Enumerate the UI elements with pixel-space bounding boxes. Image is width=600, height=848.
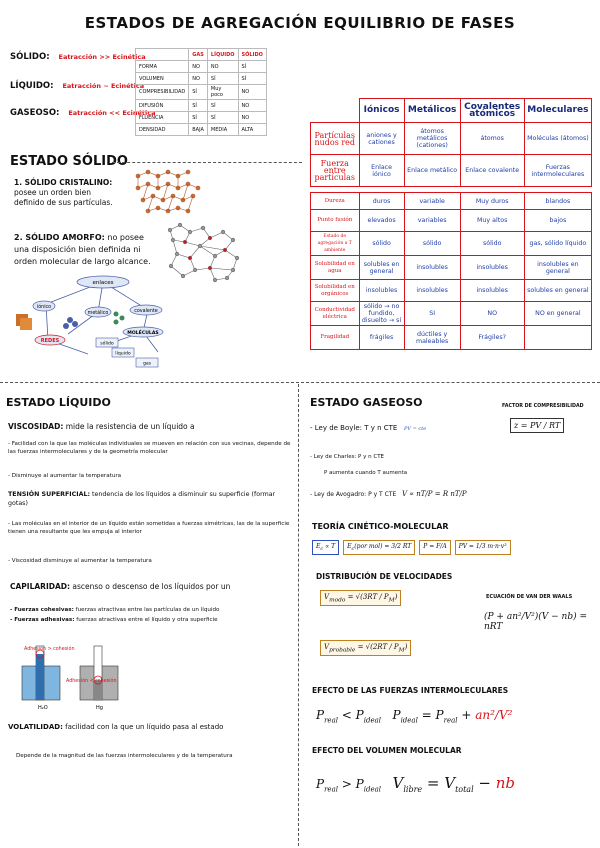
table-row: Fragilidad frágiles dúctiles y maleables Frágiles? — [311, 326, 592, 350]
divider — [112, 162, 302, 163]
svg-text:Adhesión < cohesión: Adhesión < cohesión — [66, 679, 117, 684]
volatility-b1: Depende de la magnitud de las fuerzas intermoleculares y de la temperatura — [16, 753, 233, 759]
vdw-title: ECUACIÓN DE VAN DER WAALS — [486, 594, 573, 600]
table-row: Partículas nudos red aniones y cationes átomos metálicos (cationes) átomos Moléculas (átomos) — [311, 123, 592, 155]
v-probable-formula: $V_{probable} = √(2RT / P_M)$ — [320, 640, 411, 656]
svg-text:sólido: sólido — [100, 341, 114, 347]
charles-law: - Ley de Charles: P y n CTE — [310, 454, 385, 460]
svg-text:REDES: REDES — [40, 338, 60, 344]
intermolecular-formula: $P_{real} < P_{ideal}$ $P_{ideal} = P_{real} + an^2/V^2$ — [316, 708, 513, 725]
table-row: COMPRESIBILIDAD SÍ Muy poco NO — [136, 85, 267, 100]
properties-table: GAS LÍQUIDO SÓLIDO FORMA NO NO SÍ VOLUMEN NO SÍ SÍ COMPRESIBILIDAD SÍ Muy poco NO DIFUSIÓN SÍ SÍ NO FLUENCIA SÍ SÍ NO DENSIDAD BAJA MEDIA ALTA — [135, 48, 267, 136]
page-title: ESTADOS DE AGREGACIÓN EQUILIBRIO DE FASES — [84, 14, 516, 32]
bonds-table: Iónicos Metálicos Covalentes atómicos Moleculares Partículas nudos red aniones y cationes átomos metálicos (cationes) átomos Moléculas (átomos) Fuerza entre partículas Enlace iónico Enlace metálico Enlace covalente Fuerzas intermoleculares Dureza duros variable Muy duros blandos Punto fusión elevados variables Muy altos bajos Estado de agregación a T ambiente sólido sólido sólido gas, sólido líquido Solubilidad en agua solubles en general insolubles insolubles insolubles en general Solubilidad en orgánicos insolubles insolubles insolubles solubles en general Conductividad eléctrica sólido → no fundido, disuelto → sí SI NO NO en general Fragilidad frágiles dúctiles y maleables Frágiles? — [310, 98, 592, 350]
volume-formula: $P_{real} > P_{ideal}$ $V_{libre} = V_{total}$ − nb — [316, 774, 516, 794]
gas-heading: ESTADO GASEOSO — [310, 396, 423, 409]
state-liquid: LÍQUIDO: Eatracción ~ Ecinética — [10, 81, 145, 91]
v-mode-formula: $V_{modo} = √(3RT / P_M)$ — [320, 590, 401, 606]
figure-label: Adhesión > cohesión — [24, 647, 75, 652]
avogadro-law: - Ley de Avogadro: P y T CTE V ∝ nT/P = R nT/P — [310, 490, 467, 498]
kinetic-formulas: $E_c \propto T$ $E_c(por$ mol) = 3/2 RT P = F/A PV = 1/3 m·n·v² — [312, 540, 511, 555]
svg-text:metálico: metálico — [87, 311, 109, 316]
volume-title: EFECTO DEL VOLUMEN MOLECULAR — [312, 746, 462, 755]
distribution-title: DISTRIBUCIÓN DE VELOCIDADES — [316, 572, 453, 581]
table-row: Dureza duros variable Muy duros blandos — [311, 193, 592, 210]
amorphous-text: 2. SÓLIDO AMORFO: no posee una disposición bien definida ni orden molecular de largo alcance. — [14, 233, 151, 266]
compressibility-label: FACTOR DE COMPRESIBILIDAD — [502, 404, 584, 409]
tension-b2: - Viscosidad disminuye al aumentar la temperatura — [8, 558, 152, 564]
vdw-formula: (P + an²/V²)(V − nb) = nRT — [484, 612, 587, 632]
crystalline-text: 1. SÓLIDO CRISTALINO: posee un orden bien definido de sus partículas. — [14, 178, 113, 207]
table-row: VOLUMEN NO SÍ SÍ — [136, 73, 267, 85]
crystal-lattice-image — [128, 166, 208, 218]
svg-text:Hg: Hg — [96, 705, 103, 711]
section-divider — [0, 382, 600, 383]
capillarity-line: CAPILARIDAD: ascenso o descenso de los líquidos por un — [10, 582, 231, 591]
svg-text:H₂O: H₂O — [38, 705, 48, 711]
svg-text:líquido: líquido — [115, 351, 131, 357]
viscosity-b2: - Disminuye al aumentar la temperatura — [8, 473, 122, 479]
column-divider — [298, 384, 299, 846]
tension-line: TENSIÓN SUPERFICIAL: tendencia de los líquidos a disminuir su superficie (formar gotas) — [8, 491, 276, 507]
table-row: Solubilidad en agua solubles en general insolubles insolubles insolubles en general — [311, 256, 592, 280]
viscosity-b1: - Facilidad con la que las moléculas individuales se mueven en relación con sus vecinas, depende de las fuerzas intermoleculares y de la geometría molecular — [8, 441, 291, 455]
viscosity-line: VISCOSIDAD: mide la resistencia de un líquido a — [8, 422, 195, 431]
state-gas: GASEOSO: Eatracción << Ecinética — [10, 108, 156, 118]
table-row: DENSIDAD BAJA MEDIA ALTA — [136, 124, 267, 136]
diagram-label: enlaces — [92, 280, 114, 286]
table-row: Punto fusión elevados variables Muy altos bajos — [311, 210, 592, 232]
intermolecular-title: EFECTO DE LAS FUERZAS INTERMOLECULARES — [312, 686, 509, 695]
table-row: DIFUSIÓN SÍ SÍ NO — [136, 100, 267, 112]
compressibility-formula: z = PV / RT — [510, 418, 564, 433]
table-row: Fuerza entre partículas Enlace iónico Enlace metálico Enlace covalente Fuerzas intermoleculares — [311, 155, 592, 187]
table-row: Estado de agregación a T ambiente sólido sólido sólido gas, sólido líquido — [311, 232, 592, 256]
bonding-diagram — [8, 272, 178, 370]
capillarity-figure — [20, 640, 150, 712]
svg-text:covalente: covalente — [134, 309, 158, 314]
state-solid: SÓLIDO: Eatracción >> Ecinética — [10, 52, 146, 62]
kinetic-title: TEORÍA CINÉTICO-MOLECULAR — [312, 522, 449, 531]
tension-b1: - Las moléculas en el interior de un líquido están sometidas a fuerzas simétricas, las de la superficie tienen una resultante que les empuja al interior — [8, 521, 290, 535]
charles-note: P aumenta cuando T aumenta — [324, 470, 408, 476]
adhesive-line: - Fuerzas adhesivas: fuerzas atractivas entre el líquido y otra superficie — [10, 617, 218, 623]
svg-text:gas: gas — [142, 361, 152, 367]
table-row: FORMA NO NO SÍ — [136, 61, 267, 73]
volatility-line: VOLATILIDAD: facilidad con la que un líquido pasa al estado — [8, 723, 224, 731]
svg-text:iónico: iónico — [36, 305, 52, 310]
table-row: Conductividad eléctrica sólido → no fundido, disuelto → sí SI NO NO en general — [311, 302, 592, 326]
table-row: Solubilidad en orgánicos insolubles insolubles insolubles solubles en general — [311, 280, 592, 302]
boyle-law: - Ley de Boyle: T y n CTE PV = cte — [310, 424, 427, 432]
table-row: FLUENCIA SÍ SÍ NO — [136, 112, 267, 124]
liquid-heading: ESTADO LÍQUIDO — [6, 396, 111, 409]
solid-heading: ESTADO SÓLIDO — [10, 154, 128, 169]
cohesive-line: - Fuerzas cohesivas: fuerzas atractivas entre las partículas de un líquido — [10, 607, 220, 613]
svg-text:MOLÉCULAS: MOLÉCULAS — [127, 331, 159, 336]
